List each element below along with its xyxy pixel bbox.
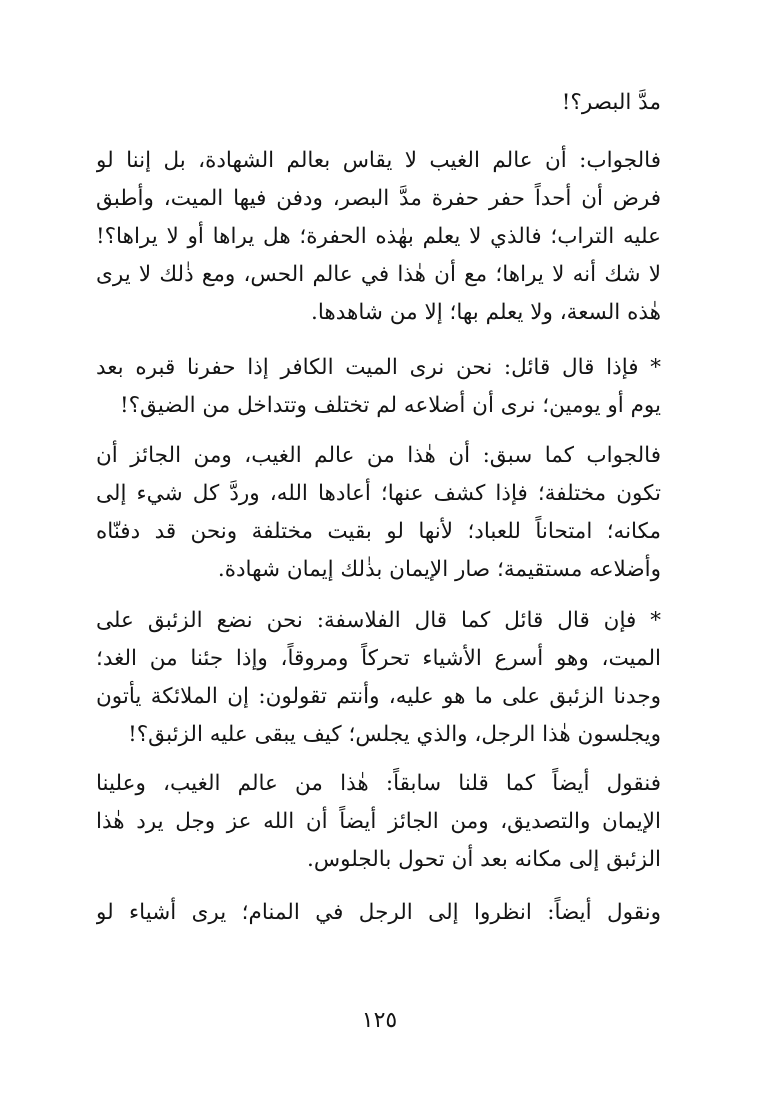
text-line: * فإذا قال قائل: نحن نرى الميت الكافر إذا حفرنا قبره بعد — [96, 355, 661, 380]
text-line: لا شك أنه لا يراها؛ مع أن هٰذا في عالم الحس، ومع ذٰلك لا يرى — [96, 262, 661, 287]
text-line: وأضلاعه مستقيمة؛ صار الإيمان بذٰلك إيمان شهادة. — [217, 557, 661, 582]
text-line: الزئبق إلى مكانه بعد أن تحول بالجلوس. — [307, 847, 661, 872]
text-line: فرض أن أحداً حفر حفرة مدَّ البصر، ودفن فيها الميت، وأطبق — [96, 186, 661, 211]
text-line: الإيمان والتصديق، ومن الجائز أيضاً أن الله عز وجل يرد هٰذا — [96, 809, 661, 834]
text-line: فالجواب: أن عالم الغيب لا يقاس بعالم الشهادة، بل إننا لو — [96, 148, 661, 173]
text-line: مكانه؛ امتحاناً للعباد؛ لأنها لو بقيت مختلفة ونحن قد دفنّاه — [96, 519, 661, 544]
text-line: ونقول أيضاً: انظروا إلى الرجل في المنام؛ يرى أشياء لو — [96, 900, 661, 925]
text-line: * فإن قال قائل كما قال الفلاسفة: نحن نضع الزئبق على — [96, 608, 661, 633]
text-line: وجدنا الزئبق على ما هو عليه، وأنتم تقولون: إن الملائكة يأتون — [96, 684, 661, 709]
text-line: ويجلسون هٰذا الرجل، والذي يجلس؛ كيف يبقى عليه الزئبق؟! — [128, 722, 661, 747]
page-number: ١٢٥ — [361, 1008, 398, 1033]
text-line: هٰذه السعة، ولا يعلم بها؛ إلا من شاهدها. — [310, 300, 661, 325]
text-line: تكون مختلفة؛ فإذا كشف عنها؛ أعادها الله، وردَّ كل شيء إلى — [96, 481, 661, 506]
text-line: فالجواب كما سبق: أن هٰذا من عالم الغيب، ومن الجائز أن — [96, 443, 661, 468]
text-line: عليه التراب؛ فالذي لا يعلم بهٰذه الحفرة؛ هل يراها أو لا يراها؟! — [96, 224, 661, 249]
text-line: مدَّ البصر؟! — [561, 90, 661, 115]
text-line: يوم أو يومين؛ نرى أن أضلاعه لم تختلف وتتداخل من الضيق؟! — [119, 393, 661, 418]
text-line: فنقول أيضاً كما قلنا سابقاً: هٰذا من عالم الغيب، وعلينا — [96, 771, 661, 796]
text-line: الميت، وهو أسرع الأشياء تحركاً ومروقاً، وإذا جئنا من الغد؛ — [96, 646, 661, 671]
